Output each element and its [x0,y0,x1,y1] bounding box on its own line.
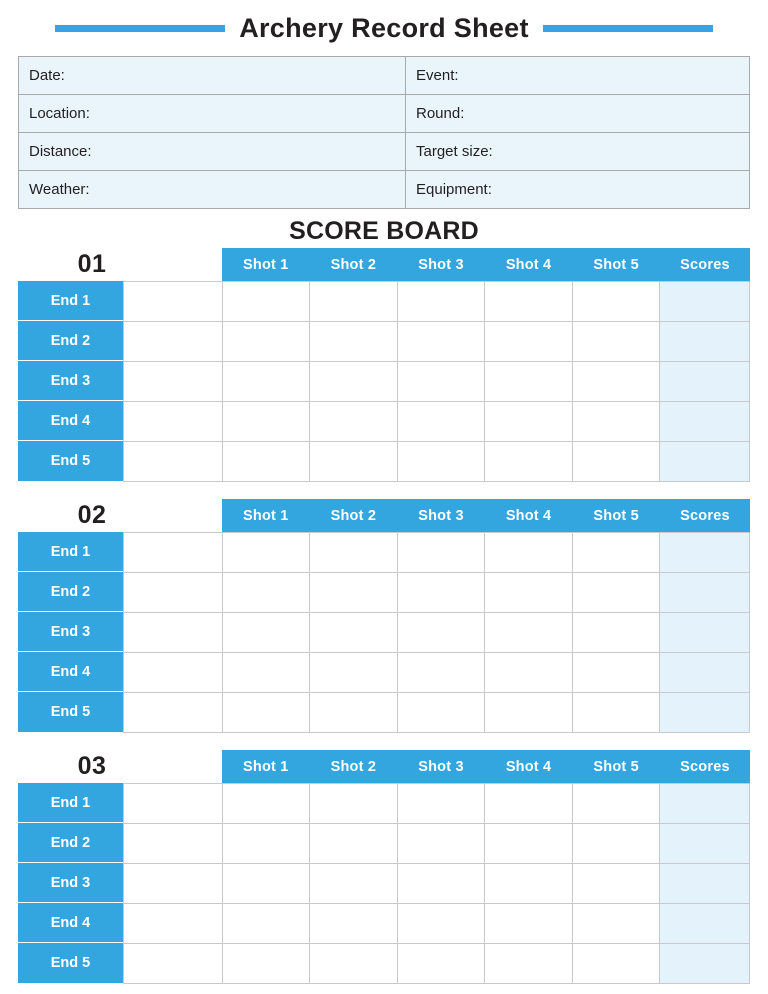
board-number-wrap-03 [18,750,222,783]
cell-e5-s1[interactable] [223,693,310,733]
table-row [124,573,750,613]
cell-e5-score[interactable] [660,693,750,733]
cell-e3-s5[interactable] [572,613,659,653]
column-header-shot-1: Shot 1 [222,248,310,281]
cell-e4-s1[interactable] [223,904,310,944]
cell-e3-s2[interactable] [310,613,397,653]
cell-pad-1[interactable] [124,282,223,322]
title-rule-left [55,25,225,32]
cell-pad-5[interactable] [124,442,223,482]
board-body-02 [18,532,750,733]
board-header-01 [18,248,750,281]
cell-e5-score[interactable] [660,944,750,984]
score-board-01 [18,248,750,482]
cell-e5-s5[interactable] [572,442,659,482]
board-number: 01 [77,250,107,278]
cell-e5-s2[interactable] [310,944,397,984]
cell-e5-s1[interactable] [223,442,310,482]
board-number-wrap-01 [18,248,222,281]
field-date[interactable]: Date: [19,57,406,95]
cell-e1-s2[interactable] [310,533,397,573]
field-equipment[interactable]: Equipment: [406,171,750,209]
cell-e3-s4[interactable] [485,362,572,402]
cell-pad-1[interactable] [124,533,223,573]
cell-e2-s3[interactable] [397,573,484,613]
cell-e4-s4[interactable] [485,904,572,944]
cell-e5-s1[interactable] [223,944,310,984]
column-headers-02 [222,499,750,532]
cell-e4-s4[interactable] [485,402,572,442]
field-distance[interactable]: Distance: [19,133,406,171]
end-label-2: End 2 [18,572,123,612]
board-body-03 [18,783,750,984]
table-row [124,653,750,693]
column-header-scores: Scores [660,248,750,281]
cell-e3-s3[interactable] [397,362,484,402]
end-label-1: End 1 [18,281,123,321]
cell-e5-score[interactable] [660,442,750,482]
table-row [124,533,750,573]
board-number-wrap-02 [18,499,222,532]
column-headers-01 [222,248,750,281]
cell-e3-s4[interactable] [485,864,572,904]
cell-e5-s3[interactable] [397,442,484,482]
cell-e2-score[interactable] [660,322,750,362]
cell-pad-2[interactable] [124,824,223,864]
end-label-1: End 1 [18,532,123,572]
title-rule-right [543,25,713,32]
end-label-4: End 4 [18,652,123,692]
cell-e5-s4[interactable] [485,442,572,482]
cell-e1-s4[interactable] [485,784,572,824]
cell-e1-s4[interactable] [485,533,572,573]
board-number: 02 [77,501,107,529]
table-row [124,824,750,864]
cell-e3-s1[interactable] [223,613,310,653]
cell-e2-s1[interactable] [223,824,310,864]
cell-e3-score[interactable] [660,362,750,402]
end-labels-03 [18,783,123,984]
cell-e2-s2[interactable] [310,322,397,362]
field-event[interactable]: Event: [406,57,750,95]
column-header-scores: Scores [660,499,750,532]
table-row [124,904,750,944]
score-board-02 [18,499,750,733]
board-body-01 [18,281,750,482]
column-header-shot-2: Shot 2 [310,248,398,281]
cell-e2-s5[interactable] [572,322,659,362]
cell-e1-s2[interactable] [310,784,397,824]
end-label-3: End 3 [18,361,123,401]
end-label-2: End 2 [18,823,123,863]
board-header-02 [18,499,750,532]
board-number: 03 [77,752,107,780]
cell-e3-s5[interactable] [572,864,659,904]
cell-pad-3[interactable] [124,362,223,402]
cell-e4-s5[interactable] [572,653,659,693]
cell-e5-s5[interactable] [572,693,659,733]
cell-e2-s4[interactable] [485,573,572,613]
cell-e1-s3[interactable] [397,784,484,824]
cell-e3-s3[interactable] [397,613,484,653]
cell-e1-s5[interactable] [572,784,659,824]
field-round[interactable]: Round: [406,95,750,133]
cell-e1-s4[interactable] [485,282,572,322]
score-board-03 [18,750,750,984]
cell-e2-s4[interactable] [485,824,572,864]
table-row [19,171,750,209]
cell-pad-4[interactable] [124,402,223,442]
end-label-3: End 3 [18,863,123,903]
cell-e1-score[interactable] [660,282,750,322]
cell-e3-score[interactable] [660,864,750,904]
cell-e2-s2[interactable] [310,824,397,864]
cell-pad-5[interactable] [124,693,223,733]
end-label-3: End 3 [18,612,123,652]
cell-e4-s2[interactable] [310,904,397,944]
cell-e2-score[interactable] [660,824,750,864]
cell-e4-s4[interactable] [485,653,572,693]
cell-e5-s4[interactable] [485,944,572,984]
cell-e4-s3[interactable] [397,904,484,944]
cell-e4-s3[interactable] [397,402,484,442]
end-label-5: End 5 [18,943,123,983]
cell-e2-s1[interactable] [223,322,310,362]
title-row [18,0,750,56]
end-label-2: End 2 [18,321,123,361]
score-grid-01 [123,281,750,482]
end-labels-02 [18,532,123,733]
column-header-shot-1: Shot 1 [222,499,310,532]
cell-pad-3[interactable] [124,613,223,653]
cell-e2-score[interactable] [660,573,750,613]
table-row [19,133,750,171]
table-row [124,944,750,984]
field-location[interactable]: Location: [19,95,406,133]
cell-e3-s4[interactable] [485,613,572,653]
cell-pad-5[interactable] [124,944,223,984]
cell-e3-s2[interactable] [310,362,397,402]
cell-e5-s5[interactable] [572,944,659,984]
cell-e3-s2[interactable] [310,864,397,904]
cell-e1-s5[interactable] [572,282,659,322]
end-labels-01 [18,281,123,482]
board-header-03 [18,750,750,783]
cell-pad-3[interactable] [124,864,223,904]
cell-e1-s1[interactable] [223,784,310,824]
end-label-5: End 5 [18,441,123,481]
table-row [124,362,750,402]
column-header-shot-3: Shot 3 [397,750,485,783]
table-row [124,864,750,904]
cell-e4-score[interactable] [660,653,750,693]
cell-e2-s3[interactable] [397,322,484,362]
cell-e2-s5[interactable] [572,824,659,864]
column-header-shot-4: Shot 4 [485,499,573,532]
end-label-5: End 5 [18,692,123,732]
cell-e1-s2[interactable] [310,282,397,322]
cell-e2-s4[interactable] [485,322,572,362]
cell-e3-score[interactable] [660,613,750,653]
cell-pad-2[interactable] [124,573,223,613]
cell-e1-score[interactable] [660,533,750,573]
cell-e3-s1[interactable] [223,864,310,904]
end-label-1: End 1 [18,783,123,823]
cell-e5-s3[interactable] [397,944,484,984]
table-row [124,322,750,362]
cell-pad-4[interactable] [124,904,223,944]
column-header-shot-5: Shot 5 [572,248,660,281]
end-label-4: End 4 [18,401,123,441]
score-grid-02 [123,532,750,733]
column-header-shot-5: Shot 5 [572,750,660,783]
cell-e1-score[interactable] [660,784,750,824]
field-weather[interactable]: Weather: [19,171,406,209]
cell-e4-score[interactable] [660,904,750,944]
cell-e1-s5[interactable] [572,533,659,573]
column-header-shot-3: Shot 3 [397,248,485,281]
cell-e1-s3[interactable] [397,533,484,573]
field-target-size[interactable]: Target size: [406,133,750,171]
cell-e5-s2[interactable] [310,693,397,733]
column-header-shot-2: Shot 2 [310,499,398,532]
cell-e1-s3[interactable] [397,282,484,322]
cell-e4-s1[interactable] [223,653,310,693]
column-header-shot-5: Shot 5 [572,499,660,532]
column-header-shot-4: Shot 4 [485,248,573,281]
cell-e3-s3[interactable] [397,864,484,904]
cell-e4-s1[interactable] [223,402,310,442]
column-header-scores: Scores [660,750,750,783]
cell-e1-s1[interactable] [223,533,310,573]
table-row [19,57,750,95]
end-label-4: End 4 [18,903,123,943]
score-grid-03 [123,783,750,984]
cell-e3-s5[interactable] [572,362,659,402]
cell-e1-s1[interactable] [223,282,310,322]
cell-e5-s4[interactable] [485,693,572,733]
cell-e5-s2[interactable] [310,442,397,482]
page-title: Archery Record Sheet [239,12,529,43]
score-board-title: SCORE BOARD [289,217,479,245]
cell-e4-s2[interactable] [310,402,397,442]
column-headers-03 [222,750,750,783]
cell-e4-s5[interactable] [572,402,659,442]
table-row [19,95,750,133]
column-header-shot-3: Shot 3 [397,499,485,532]
cell-e3-s1[interactable] [223,362,310,402]
cell-pad-4[interactable] [124,653,223,693]
table-row [124,613,750,653]
column-header-shot-1: Shot 1 [222,750,310,783]
cell-e5-s3[interactable] [397,693,484,733]
table-row [124,693,750,733]
cell-e2-s3[interactable] [397,824,484,864]
table-row [124,282,750,322]
cell-e4-score[interactable] [660,402,750,442]
cell-e2-s5[interactable] [572,573,659,613]
cell-e4-s5[interactable] [572,904,659,944]
cell-pad-2[interactable] [124,322,223,362]
cell-e2-s1[interactable] [223,573,310,613]
table-row [124,402,750,442]
cell-e2-s2[interactable] [310,573,397,613]
column-header-shot-4: Shot 4 [485,750,573,783]
table-row [124,784,750,824]
info-table [18,56,750,209]
table-row [124,442,750,482]
cell-pad-1[interactable] [124,784,223,824]
column-header-shot-2: Shot 2 [310,750,398,783]
cell-e4-s2[interactable] [310,653,397,693]
cell-e4-s3[interactable] [397,653,484,693]
